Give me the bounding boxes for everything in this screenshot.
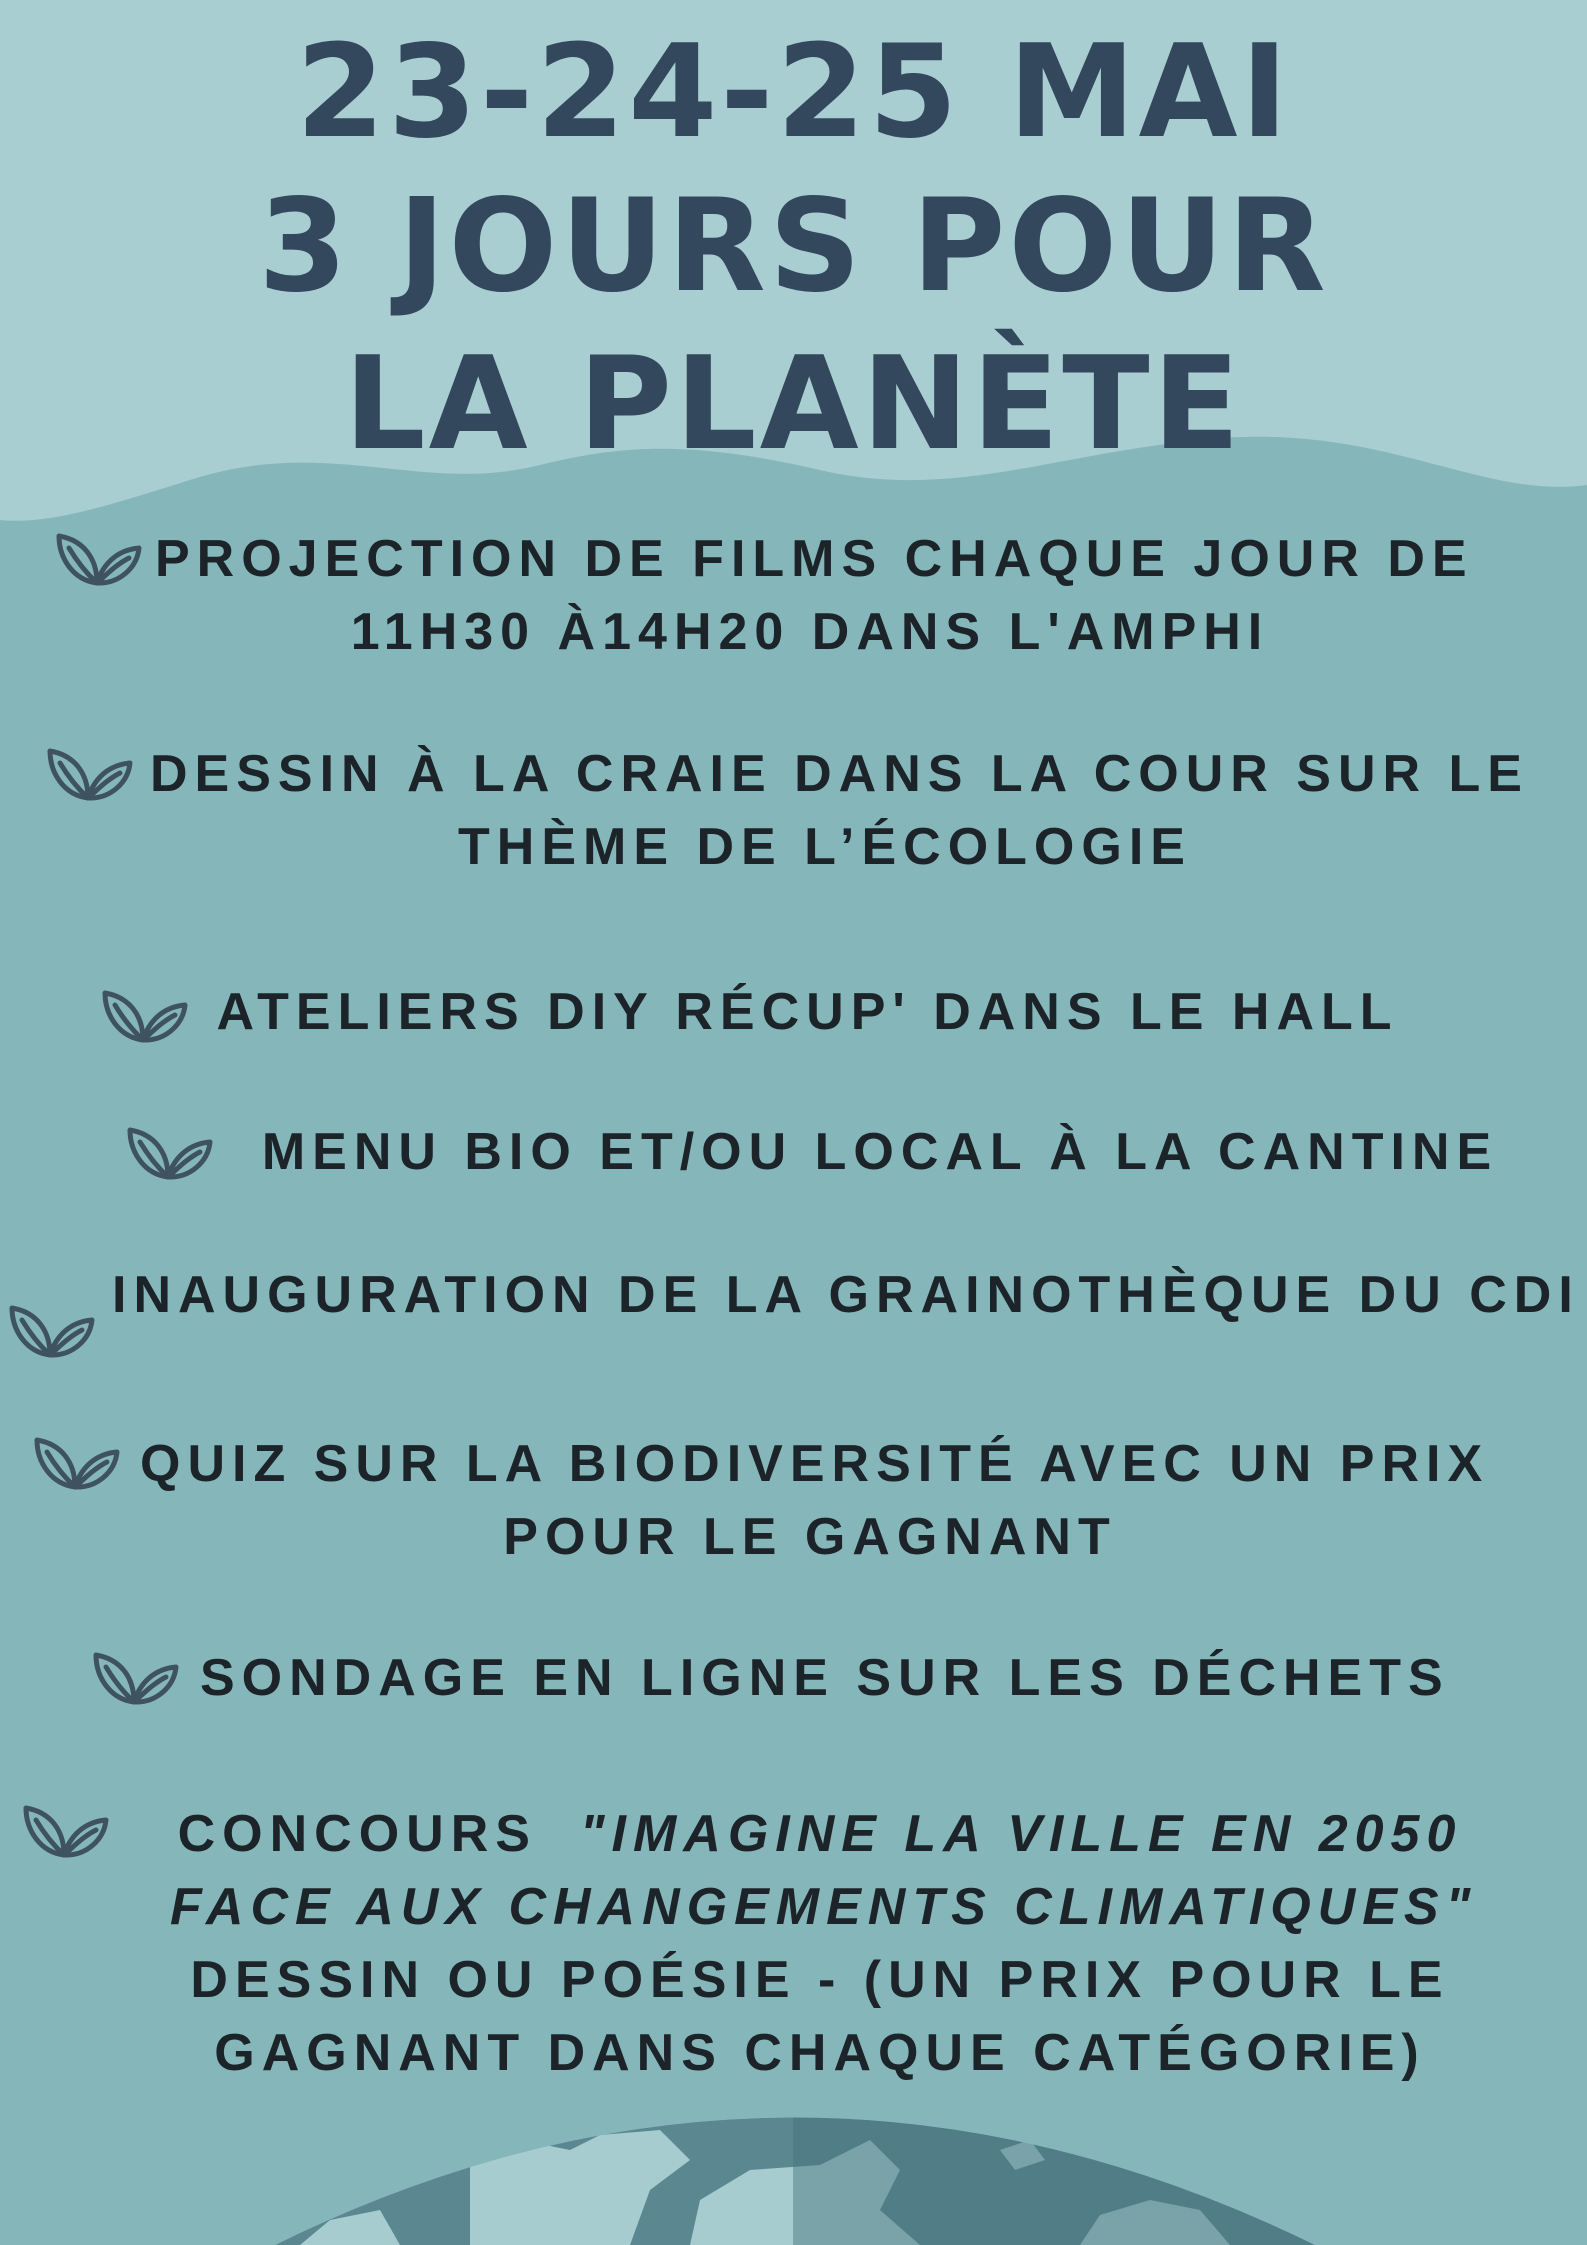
leaf-sprout-icon xyxy=(124,1122,214,1182)
leaf-sprout-icon xyxy=(99,985,189,1045)
activity-line: QUIZ SUR LA BIODIVERSITÉ AVEC UN PRIX xyxy=(140,1435,1490,1493)
activity-line: THÈME DE L’ÉCOLOGIE xyxy=(458,818,1192,876)
activity-line: MENU BIO ET/OU LOCAL À LA CANTINE xyxy=(261,1123,1499,1181)
activity-line: SONDAGE EN LIGNE SUR LES DÉCHETS xyxy=(200,1649,1450,1707)
leaf-sprout-icon xyxy=(90,1647,180,1707)
activity-line: 11H30 À14H20 DANS L'AMPHI xyxy=(350,603,1270,661)
leaf-sprout-icon xyxy=(53,528,143,588)
leaf-sprout-icon xyxy=(20,1800,110,1860)
title-line-2: 3 JOURS POUR xyxy=(258,172,1329,321)
leaf-sprout-icon xyxy=(6,1300,96,1360)
title-line-3: LA PLANÈTE xyxy=(344,330,1243,479)
activity-line: INAUGURATION DE LA GRAINOTHÈQUE DU CDI xyxy=(112,1266,1580,1324)
concours-theme: "IMAGINE LA VILLE EN 2050 xyxy=(579,1805,1463,1863)
activity-line: POUR LE GAGNANT xyxy=(503,1508,1117,1566)
activity-line: ATELIERS DIY RÉCUP' DANS LE HALL xyxy=(216,983,1399,1041)
activity-line: DESSIN À LA CRAIE DANS LA COUR SUR LE xyxy=(150,745,1529,803)
concours-label: CONCOURS xyxy=(177,1805,537,1863)
concours-detail-line: DESSIN OU POÉSIE - (UN PRIX POUR LE xyxy=(190,1951,1450,2009)
concours-detail-line: GAGNANT DANS CHAQUE CATÉGORIE) xyxy=(214,2024,1426,2082)
leaf-sprout-icon xyxy=(31,1432,121,1492)
concours-theme: FACE AUX CHANGEMENTS CLIMATIQUES" xyxy=(170,1878,1478,1936)
earth-globe-icon xyxy=(275,2090,1315,2245)
concours-title-line xyxy=(170,1798,1470,1871)
title-line-1: 23-24-25 MAI xyxy=(295,18,1292,167)
activity-line: PROJECTION DE FILMS CHAQUE JOUR DE xyxy=(155,530,1474,588)
concours-theme-line xyxy=(170,1871,1478,1944)
leaf-sprout-icon xyxy=(44,743,134,803)
